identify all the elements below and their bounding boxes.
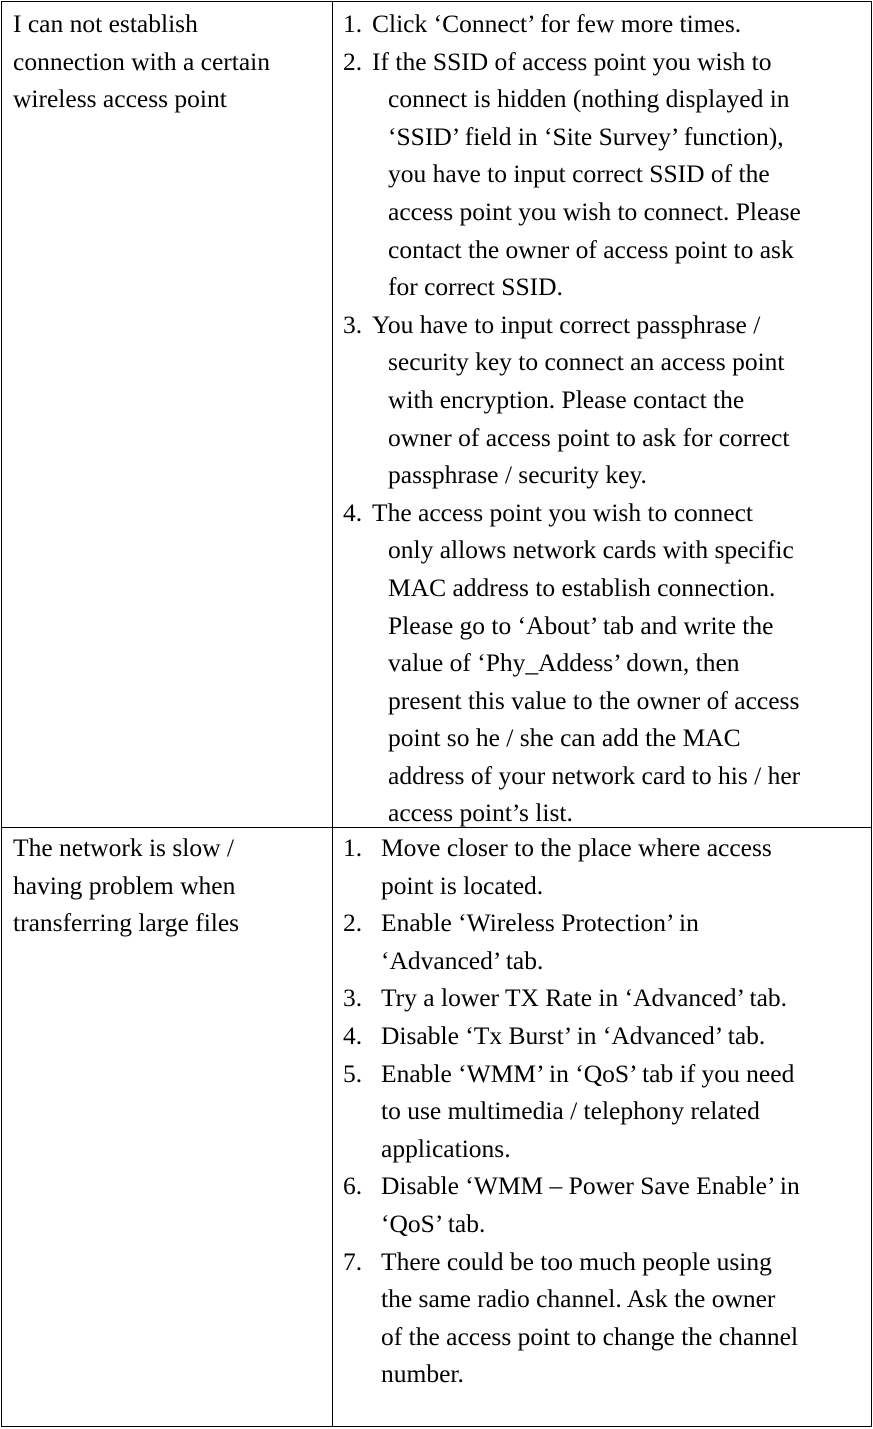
solution-number: 3. bbox=[343, 309, 363, 339]
solution-item bbox=[343, 43, 868, 306]
problem-line: wireless access point bbox=[13, 84, 227, 114]
solution-line: connect is hidden (nothing displayed in bbox=[388, 84, 790, 114]
solution-line: The access point you wish to connect bbox=[372, 497, 753, 527]
solution-line: number. bbox=[381, 1359, 464, 1389]
solution-line: passphrase / security key. bbox=[388, 460, 647, 490]
solution-line: address of your network card to his / her bbox=[388, 760, 801, 790]
solution-line: to use multimedia / telephony related bbox=[381, 1096, 760, 1126]
solution-line: the same radio channel. Ask the owner bbox=[381, 1284, 776, 1314]
solution-line: MAC address to establish connection. bbox=[388, 572, 776, 602]
solution-item bbox=[343, 904, 868, 979]
problem-line: having problem when bbox=[13, 870, 236, 900]
solution-line: ‘QoS’ tab. bbox=[381, 1208, 486, 1238]
solution-number: 4. bbox=[343, 497, 363, 527]
solution-line: Move closer to the place where access bbox=[381, 833, 772, 862]
solution-line: Enable ‘Wireless Protection’ in bbox=[381, 908, 699, 938]
solution-item bbox=[343, 1055, 868, 1168]
solution-item bbox=[343, 306, 868, 494]
solution-number: 4. bbox=[343, 1020, 363, 1050]
solution-line: point is located. bbox=[381, 870, 544, 900]
problem-line: The network is slow / bbox=[13, 833, 234, 862]
solution-line: access point you wish to connect. Please bbox=[388, 196, 801, 226]
solution-cell bbox=[343, 5, 868, 832]
solution-number: 1. bbox=[343, 9, 363, 38]
solution-item bbox=[343, 979, 868, 1017]
solution-line: access point’s list. bbox=[388, 798, 573, 828]
solution-line: value of ‘Phy_Addess’ down, then bbox=[388, 648, 740, 678]
solution-item bbox=[343, 1243, 868, 1393]
solution-line: Click ‘Connect’ for few more times. bbox=[372, 9, 742, 38]
solution-number: 7. bbox=[343, 1246, 363, 1276]
problem-line: connection with a certain bbox=[13, 46, 271, 76]
problem-cell bbox=[13, 829, 323, 942]
solution-line: of the access point to change the channel bbox=[381, 1321, 799, 1351]
solution-line: owner of access point to ask for correct bbox=[388, 422, 790, 452]
troubleshooting-table bbox=[1, 1, 872, 1427]
solution-line: present this value to the owner of access bbox=[388, 685, 800, 715]
solution-line: Try a lower TX Rate in ‘Advanced’ tab. bbox=[381, 983, 788, 1013]
solution-number: 6. bbox=[343, 1171, 363, 1201]
solution-number: 3. bbox=[343, 983, 363, 1013]
solution-line: Disable ‘Tx Burst’ in ‘Advanced’ tab. bbox=[381, 1020, 766, 1050]
problem-line: transferring large files bbox=[13, 908, 240, 938]
solution-item bbox=[343, 1017, 868, 1055]
solution-line: Please go to ‘About’ tab and write the bbox=[388, 610, 774, 640]
solution-number: 2. bbox=[343, 46, 363, 76]
solution-line: contact the owner of access point to ask bbox=[388, 234, 794, 264]
problem-line: I can not establish bbox=[13, 9, 198, 38]
column-divider bbox=[332, 2, 333, 1426]
solution-line: Enable ‘WMM’ in ‘QoS’ tab if you need bbox=[381, 1058, 795, 1088]
solution-item bbox=[343, 1167, 868, 1242]
solution-item bbox=[343, 5, 868, 43]
solution-item bbox=[343, 829, 868, 904]
solution-line: ‘SSID’ field in ‘Site Survey’ function), bbox=[388, 121, 784, 151]
solution-line: with encryption. Please contact the bbox=[388, 384, 745, 414]
solution-line: you have to input correct SSID of the bbox=[388, 159, 770, 189]
solution-line: If the SSID of access point you wish to bbox=[372, 46, 772, 76]
solution-line: Disable ‘WMM – Power Save Enable’ in bbox=[381, 1171, 800, 1201]
solution-item bbox=[343, 494, 868, 832]
solution-line: for correct SSID. bbox=[388, 272, 563, 302]
problem-cell bbox=[13, 5, 323, 118]
solution-line: point so he / she can add the MAC bbox=[388, 723, 741, 753]
solution-number: 5. bbox=[343, 1058, 363, 1088]
solution-number: 1. bbox=[343, 833, 363, 862]
solution-number: 2. bbox=[343, 908, 363, 938]
solution-line: security key to connect an access point bbox=[388, 347, 785, 377]
solution-line: There could be too much people using bbox=[381, 1246, 772, 1276]
solution-line: You have to input correct passphrase / bbox=[372, 309, 761, 339]
solution-line: applications. bbox=[381, 1133, 511, 1163]
solution-line: ‘Advanced’ tab. bbox=[381, 945, 544, 975]
solution-line: only allows network cards with specific bbox=[388, 535, 794, 565]
solution-cell bbox=[343, 829, 868, 1393]
